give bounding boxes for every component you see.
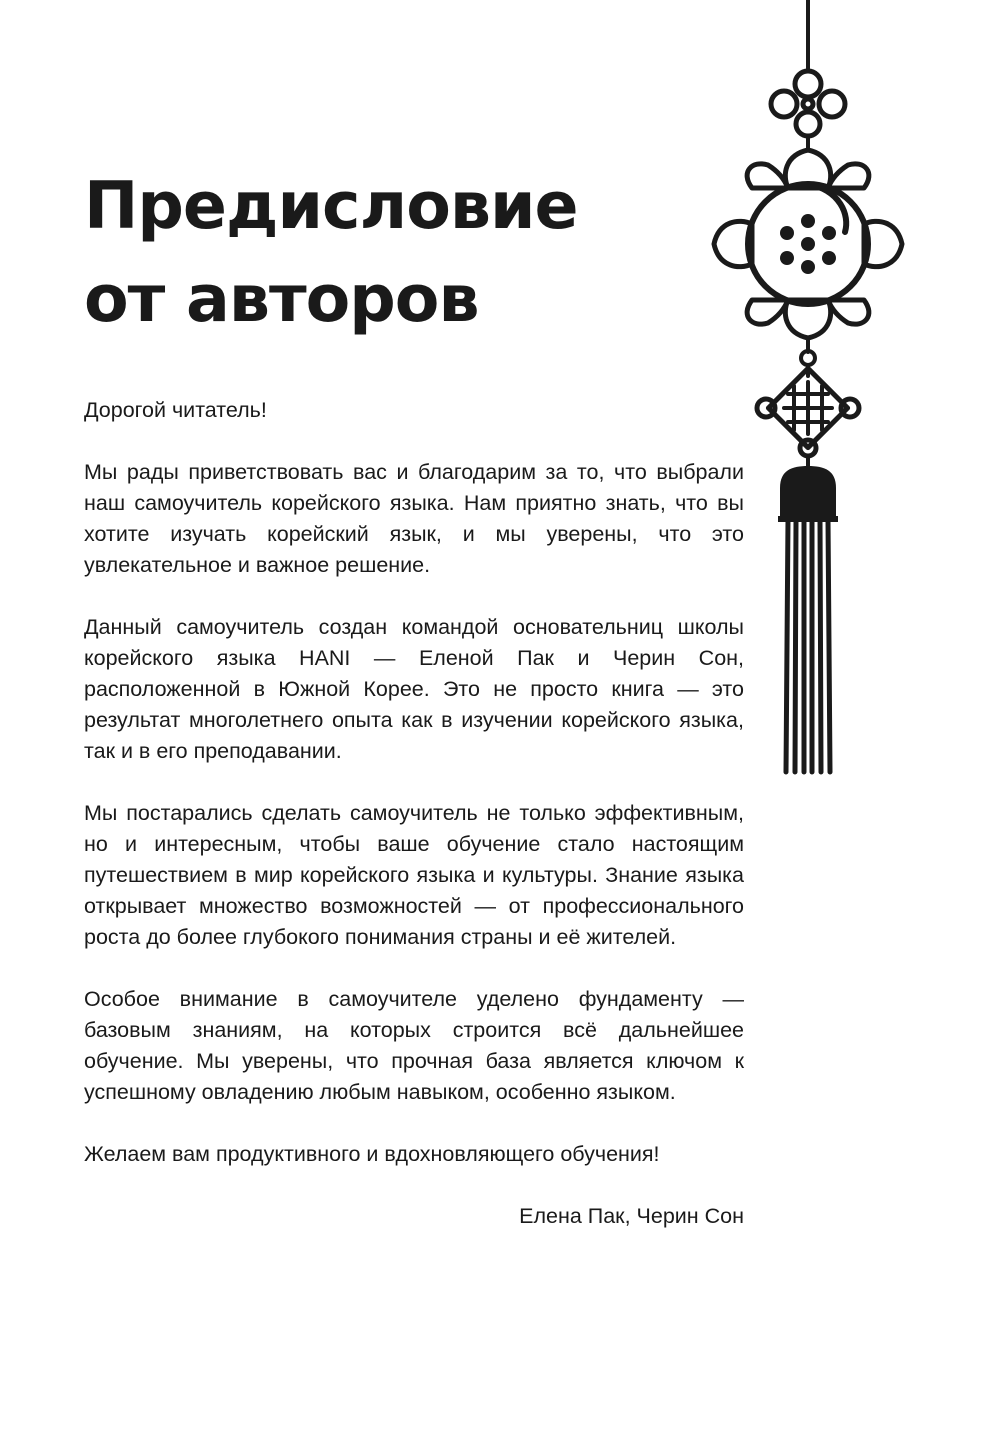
preface-body [84, 395, 744, 1263]
greeting-text: Дорогой читатель! [84, 398, 267, 422]
paragraph-goals: Мы постарались сделать самоучитель не только эффективным, но и интересным, чтобы ваше обучение стало настоящим путешествием в мир корейского языка и культуры. Знание языка открывает множество возможностей — от профессионального роста до более глубокого понимания страны и её жителей. [84, 801, 744, 949]
page-title [84, 160, 578, 346]
paragraph-about-school: Данный самоучитель создан командой основательниц школы корейского языка HANI — Еленой Пак и Черин Сон, расположенной в Южной Корее. Это не просто книга — это результат многолетнего опыта как в изучении корейского языка, так и в его преподавании. [84, 615, 744, 763]
paragraph-foundation: Особое внимание в самоучителе уделено фундаменту — базовым знаниям, на которых строится всё дальнейшее обучение. Мы уверены, что прочная база является ключом к успешному овладению любым навыком, особенно языком. [84, 987, 744, 1104]
author-signature: Елена Пак, Черин Сон [519, 1204, 744, 1228]
title-line-2: от авторов [84, 262, 479, 337]
closing-text: Желаем вам продуктивного и вдохновляющего обучения! [84, 1142, 660, 1166]
paragraph-welcome: Мы рады приветствовать вас и благодарим за то, что выбрали наш самоучитель корейского языка. Нам приятно знать, что вы хотите изучать корейский язык, и мы уверены, что это увлекательное и важное решение. [84, 460, 744, 577]
title-line-1: Предисловие [84, 169, 578, 244]
